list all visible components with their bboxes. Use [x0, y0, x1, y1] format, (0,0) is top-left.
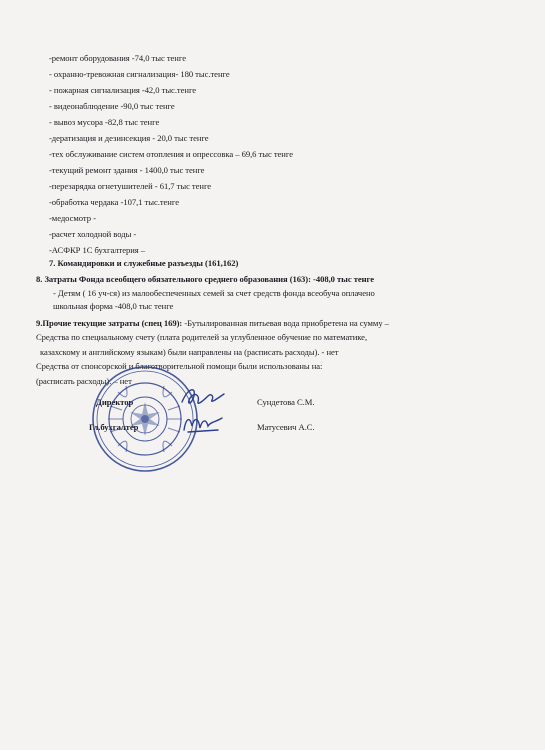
director-name: Сундетова С.М. [257, 397, 315, 407]
expense-line-extinguishers: -перезарядка огнетушителей - 61,7 тыс тенге [49, 181, 212, 191]
expense-line-garbage: - вывоз мусора -82,8 тыс тенге [49, 117, 160, 127]
section-8-line-1: - Детям ( 16 уч-ся) из малообеспеченных семей за счет средств фонда всеобуча оплачено [53, 288, 375, 298]
section-9-heading-rest: -Бутылированная питьевая вода приобретена на сумму – [184, 318, 389, 328]
section-9-first-line [36, 318, 389, 329]
section-9-line-4: (расписать расходы). – нет [36, 376, 132, 386]
section-9-line-2: казахскому и английскому языкам) были направлены на (расписать расходы). - нет [40, 347, 339, 357]
expense-line-video: - видеонаблюдение -90,0 тыс тенге [49, 101, 175, 111]
accountant-name: Матусевич А.С. [257, 422, 315, 432]
expense-line-cold-water: -расчет холодной воды - [49, 229, 137, 239]
expense-line-fire-alarm: - пожарная сигнализация -42,0 тыс.тенге [49, 85, 197, 95]
expense-line-alarm: - охранно-тревожная сигнализация- 180 тыс.тенге [49, 69, 230, 79]
expense-line-repair-equipment: -ремонт оборудования -74,0 тыс тенге [49, 53, 186, 63]
section-8-heading: 8. Затраты Фонда всеобщего обязательного среднего образования (163): -408,0 тыс тенге [36, 274, 375, 284]
director-title: Директор [96, 397, 134, 407]
expense-line-attic: -обработка чердака -107,1 тыс.тенге [49, 197, 179, 207]
expense-line-medical: -медосмотр - [49, 213, 96, 223]
expense-line-accounting-software: -АСФКР 1С бухгалтерия – [49, 245, 146, 255]
section-9-line-1: Средства по специальному счету (плата родителей за углубленное обучение по математике, [36, 332, 368, 342]
section-7-heading: 7. Командировки и служебные разъезды (161,162) [49, 258, 239, 268]
accountant-signature [178, 410, 230, 436]
section-9-heading: 9.Прочие текущие затраты (спец 169): [36, 318, 183, 328]
expense-line-heating: -тех обслуживание систем отопления и опрессовка – 69,6 тыс тенге [49, 149, 293, 159]
director-signature [178, 384, 230, 410]
section-9-line-3: Средства от спонсорской и благотворительной помощи были использованы на: [36, 361, 323, 371]
section-8-line-2: школьная форма -408,0 тыс тенге [53, 301, 174, 311]
expense-line-deratization: -дератизация и дезинсекция - 20,0 тыс тенге [49, 133, 209, 143]
accountant-title: Гл.бухгалтер [89, 422, 139, 432]
expense-line-building-repair: -текущий ремонт здания - 1400,0 тыс тенге [49, 165, 205, 175]
